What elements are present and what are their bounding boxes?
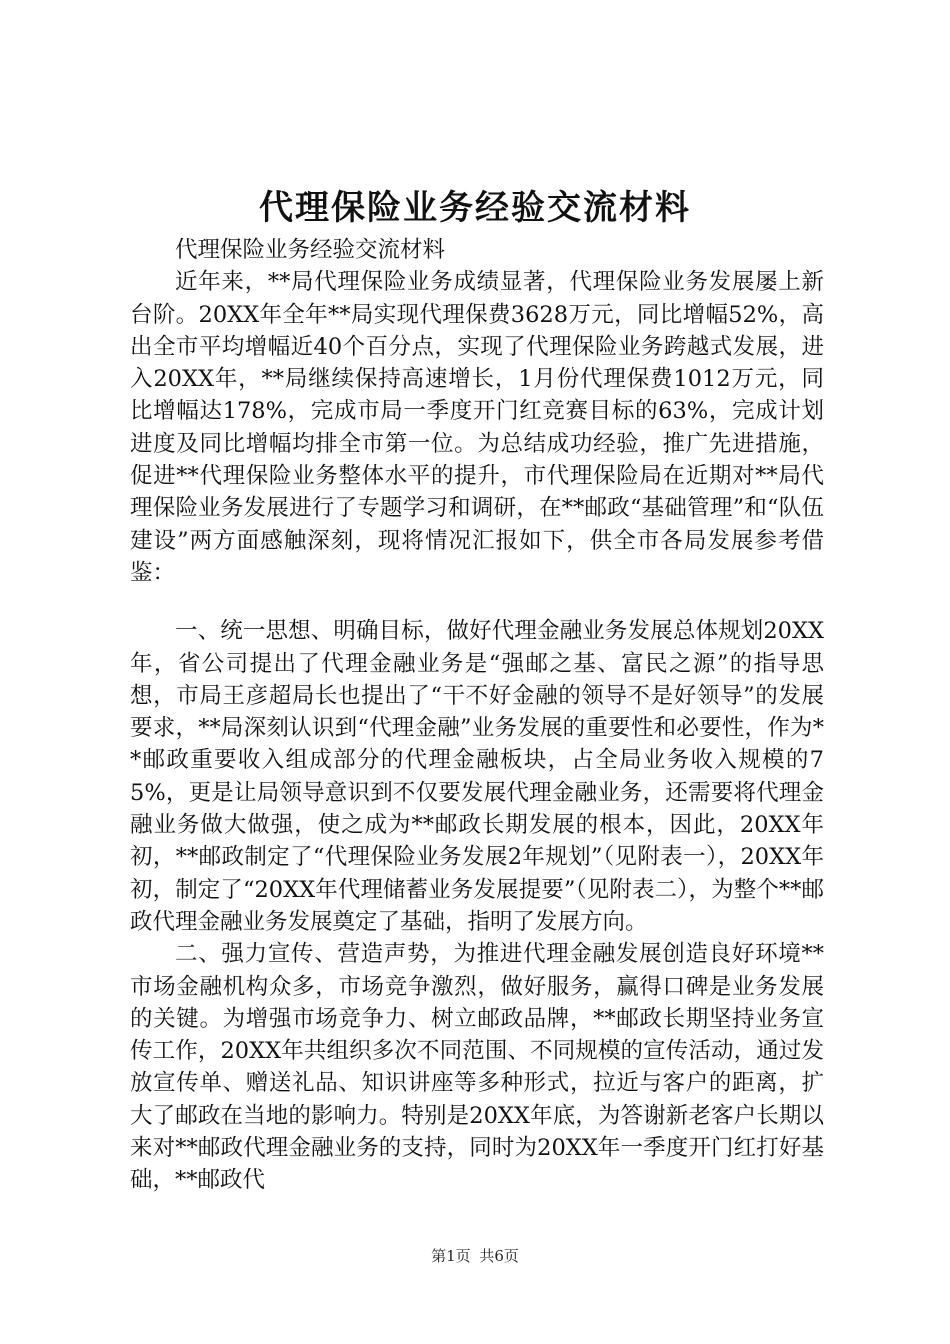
page-footer (0, 1246, 950, 1266)
section-two-paragraph: 二、强力宣传、营造声势，为推进代理金融发展创造良好环境**市场金融机构众多，市场竞争激烈，做好服务，赢得口碑是业务发展的关键。为增强市场竞争力、树立邮政品牌，**邮政长期坚持业务宣传工作，20XX年共组织多次不同范围、不同规模的宣传活动，通过发放宣传单、赠送礼品、知识讲座等多种形式，拉近与客户的距离，扩大了邮政在当地的影响力。特别是20XX年底，为答谢新老客户长期以来对**邮政代理金融业务的支持，同时为20XX年一季度开门红打好基础，**邮政代 (130, 941, 824, 1194)
intro-paragraph: 近年来，**局代理保险业务成绩显著，代理保险业务发展屡上新台阶。20XX年全年**局实现代理保费3628万元，同比增幅52%，高出全市平均增幅近40个百分点，实现了代理保险业务跨越式发展，进入20XX年，**局继续保持高速增长，1月份代理保费1012万元，同比增幅达178%，完成市局一季度开门红竞赛目标的63%，完成计划进度及同比增幅均排全市第一位。为总结成功经验，推广先进措施，促进**代理保险业务整体水平的提升，市代理保险局在近期对**局代理保险业务发展进行了专题学习和调研，在**邮政“基础管理”和“队伍建设”两方面感触深刻，现将情况汇报如下，供全市各局发展参考借鉴： (130, 269, 824, 586)
document-body (130, 234, 824, 1197)
page-number: 第1页 (431, 1247, 471, 1265)
page-total: 共6页 (479, 1247, 519, 1265)
subtitle-paragraph: 代理保险业务经验交流材料 (175, 237, 446, 263)
section-one-paragraph: 一、统一思想、明确目标，做好代理金融业务发展总体规划20XX年，省公司提出了代理金融业务是“强邮之基、富民之源”的指导思想，市局王彦超局长也提出了“干不好金融的领导不是好领导”的发展要求，**局深刻认识到“代理金融”业务发展的重要性和必要性，作为**邮政重要收入组成部分的代理金融板块，占全局业务收入规模的75%，更是让局领导意识到不仅要发展代理金融业务，还需要将代理金融业务做大做强，使之成为**邮政长期发展的根本，因此，20XX年初，**邮政制定了“代理保险业务发展2年规划”（见附表一），20XX年初，制定了“20XX年代理储蓄业务发展提要”（见附表二），为整个**邮政代理金融业务发展奠定了基础，指明了发展方向。 (130, 618, 824, 935)
document-title: 代理保险业务经验交流材料 (259, 188, 691, 228)
